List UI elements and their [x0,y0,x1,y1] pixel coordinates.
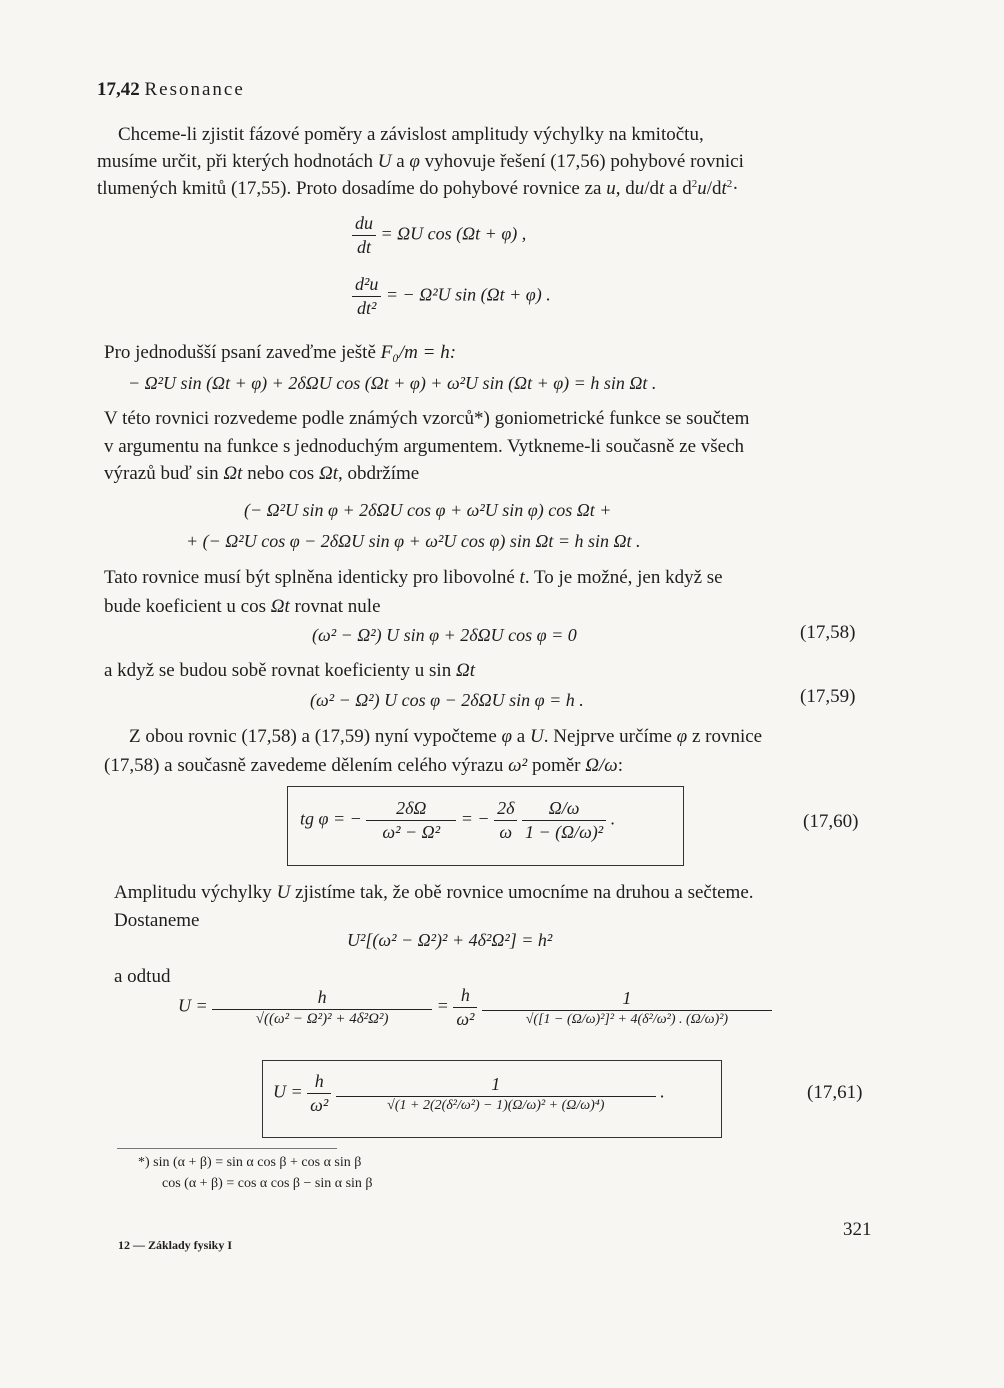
equation-number: (17,59) [800,686,856,707]
paragraph-line: výrazů buď sin Ωt nebo cos Ωt, obdržíme [104,463,420,484]
footnote-divider [117,1148,337,1149]
section-number: 17,42 [97,79,140,100]
fraction: $\frac{1}{\text{√(1 + 2(2(δ²/ω²) − 1)(Ω/ω)² + (Ω/ω)⁴)}}$ [336,1074,656,1114]
section-title: Resonance [144,79,245,100]
fraction: $\frac{h}{\text{ω²}}$ [453,985,477,1030]
paragraph-line: Amplitudu výchylky U zjistíme tak, že obě rovnice umocníme na druhou a sečteme. [114,882,754,903]
paragraph-line: (17,58) a současně zavedeme dělením celého výrazu ω² poměr Ω/ω: [104,755,623,776]
equation-17-59: (ω² − Ω²) U cos φ − 2δΩU sin φ = h . [310,690,584,710]
fraction: $\frac{h}{\text{ω²}}$ [307,1071,331,1116]
equation-number: (17,58) [800,622,856,643]
page-number: 321 [843,1219,872,1240]
equation-u: U = $\frac{h}{\text{√((ω² − Ω²)² + 4δ²Ω²)}}$ = $\frac{h}{\text{ω²}}$ $\frac{1}{\text{√([1 − (Ω/ω)²]² + 4(δ²/ω²) . (Ω/ω)²)}}$ [178,985,772,1030]
fraction: $\frac{2\delta\Omega}{\text{ω² − Ω²}}$ [366,798,456,843]
section-heading [97,79,245,101]
printer-signature: 12 — Základy fysiky I [118,1238,233,1252]
paragraph-line: Pro jednodušší psaní zaveďme ještě F₀/m = h: [104,342,457,363]
paragraph-line: V této rovnici rozvedeme podle známých vzorců*) goniometrické funkce se součtem [104,408,750,429]
equation-17-58: (ω² − Ω²) U sin φ + 2δΩU cos φ = 0 [312,625,577,645]
fraction: $\frac{h}{\text{√((ω² − Ω²)² + 4δ²Ω²)}}$ [212,987,432,1028]
equation-17-61: U = $\frac{h}{\text{ω²}}$ $\frac{1}{\text{√(1 + 2(2(δ²/ω²) − 1)(Ω/ω)² + (Ω/ω)⁴)}}$ . [273,1071,665,1115]
equation-number: (17,60) [803,811,859,832]
paragraph-line: v argumentu na funkce s jednoduchým argumentem. Vytkneme-li současně ze všech [104,436,745,457]
equation-expanded-line2: + (− Ω²U cos φ − 2δΩU sin φ + ω²U cos φ) sin Ωt = h sin Ωt . [186,531,641,551]
paragraph-line: Chceme-li zjistit fázové poměry a závislost amplitudy výchylky na kmitočtu, [118,124,704,145]
paragraph-line: a odtud [114,966,171,987]
paragraph-line: tlumených kmitů (17,55). Proto dosadíme do pohybové rovnice za u, du/dt a $d^2u/dt^2\cdot$ [97,178,739,199]
fraction: $\frac{1}{\text{√([1 − (Ω/ω)²]² + 4(δ²/ω²) . (Ω/ω)²)}}$ [482,988,772,1028]
equation-number: (17,61) [807,1082,863,1103]
footnote-line: cos (α + β) = cos α cos β − sin α sin β [162,1176,373,1191]
equation-du-dt: $\frac{du}{dt}$ = ΩU cos (Ωt + φ) , [352,213,526,258]
paragraph-line: Tato rovnice musí být splněna identicky pro libovolné t. To je možné, jen když se [104,567,723,588]
equation-d2u-dt2: $\frac{\text{d²u}}{\text{dt²}}$ = − Ω²U sin (Ωt + φ) . [352,274,551,319]
footnote-line: *) sin (α + β) = sin α cos β + cos α sin β [138,1155,362,1170]
equation-motion: − Ω²U sin (Ωt + φ) + 2δΩU cos (Ωt + φ) + ω²U sin (Ωt + φ) = h sin Ωt . [128,373,657,393]
fraction: $\frac{2\delta}{\omega}$ [494,798,517,843]
paragraph-line: a když se budou sobě rovnat koeficienty u sin Ωt [104,660,475,681]
fraction: $\frac{\Omega/\omega}{\text{1 − (Ω/ω)²}}$ [522,798,606,843]
equation-expanded-line1: (− Ω²U sin φ + 2δΩU cos φ + ω²U sin φ) cos Ωt + [244,500,612,520]
fraction: $\frac{\text{d²u}}{\text{dt²}}$ [352,274,381,319]
fraction: $\frac{du}{dt}$ [352,213,376,258]
paragraph-line: Z obou rovnic (17,58) a (17,59) nyní vypočteme φ a U. Nejprve určíme φ z rovnice [129,726,763,747]
paragraph-line: Dostaneme [114,910,200,931]
paragraph-line: musíme určit, při kterých hodnotách U a φ vyhovuje řešení (17,56) pohybové rovnici [97,151,744,172]
paragraph-line: bude koeficient u cos Ωt rovnat nule [104,596,381,617]
equation-u-squared: U²[(ω² − Ω²)² + 4δ²Ω²] = h² [347,930,553,950]
equation-17-60: tg φ = − $\frac{2\delta\Omega}{\text{ω² − Ω²}}$ = − $\frac{2\delta}{\omega}$ $\frac{\Omega/\omega}{\text{1 − (Ω/ω)²}}$ . [300,798,616,842]
